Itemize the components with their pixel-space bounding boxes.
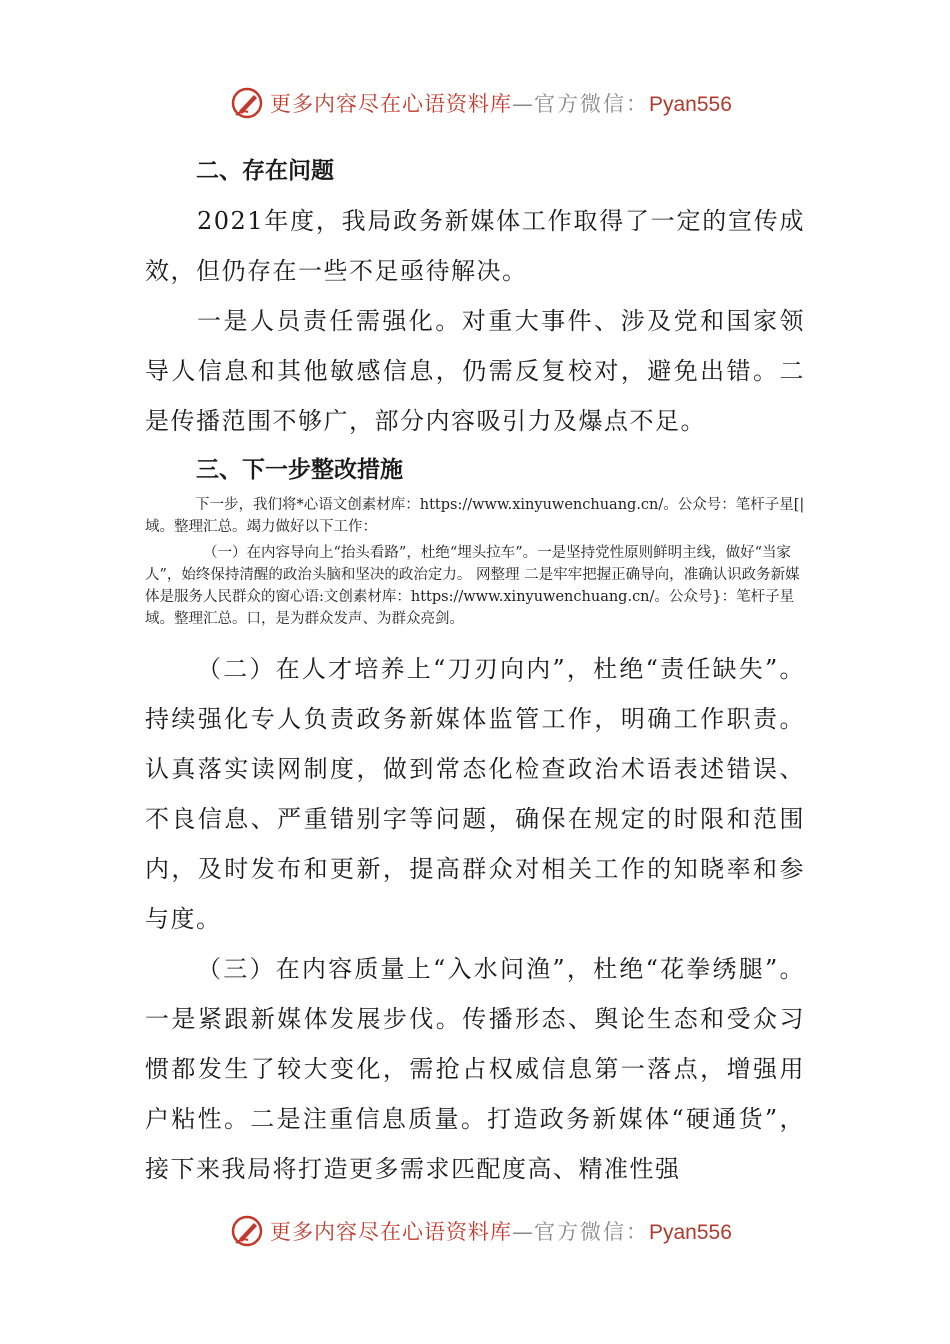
- header-banner: [230, 83, 732, 123]
- paragraph-2021-summary: 2021年度，我局政务新媒体工作取得了一定的宣传成效，但仍存在一些不足亟待解决。: [145, 207, 805, 285]
- banner-account: Pyan556: [649, 1221, 732, 1244]
- banner-separator: —: [512, 92, 534, 116]
- banner-separator: —: [512, 1220, 534, 1244]
- paragraph-next-step-intro: 下一步，我们将*心语文创素材库：https://www.xinyuwenchuang.cn/。公众号：笔杆子星[|域。整理汇总。竭力做好以下工作：: [145, 497, 805, 535]
- paragraph-item-2: （二）在人才培养上“刀刃向内”，杜绝“责任缺失”。持续强化专人负责政务新媒体监管工作，明确工作职责。认真落实读网制度，做到常态化检查政治术语表述错误、不良信息、严重错别字等问题，确保在规定的时限和范围内，及时发布和更新，提高群众对相关工作的知晓率和参与度。: [145, 655, 805, 933]
- section-heading-problems: 二、存在问题: [196, 158, 334, 184]
- paragraph-item-3: （三）在内容质量上“入水问渔”，杜绝“花拳绣腿”。一是紧跟新媒体发展步伐。传播形态、舆论生态和受众习惯都发生了较大变化，需抢占权威信息第一落点，增强用户粘性。二是注重信息质量。打造政务新媒体“硬通货”，接下来我局将打造更多需求匹配度高、精准性强: [145, 955, 805, 1183]
- pen-logo-icon: [230, 1214, 264, 1248]
- banner-main-text: 更多内容尽在心语资料库: [270, 92, 512, 116]
- footer-banner: [230, 1211, 732, 1251]
- pen-logo-icon: [230, 86, 264, 120]
- banner-label: 官方微信：: [534, 92, 649, 116]
- banner-main-text: 更多内容尽在心语资料库: [270, 1220, 512, 1244]
- paragraph-problem-list: 一是人员责任需强化。对重大事件、涉及党和国家领导人信息和其他敏感信息，仍需反复校对，避免出错。二是传播范围不够广，部分内容吸引力及爆点不足。: [145, 307, 805, 435]
- banner-account: Pyan556: [649, 93, 732, 116]
- paragraph-item-1: （一）在内容导向上“抬头看路”，杜绝“埋头拉车”。一是坚持党性原则鲜明主线，做好“当家人”，始终保持清醒的政治头脑和坚决的政治定力。 网整理 二是牢牢把握正确导向，准确认识政务新媒体是服务人民群众的窗心语:文创素材库：https://www.xinyuwenchuang.cn/。公众号}：笔杆子星域。整理汇总。口，是为群众发声、为群众亮剑。: [145, 545, 800, 627]
- banner-label: 官方微信：: [534, 1220, 649, 1244]
- section-heading-next-steps: 三、下一步整改措施: [196, 457, 403, 483]
